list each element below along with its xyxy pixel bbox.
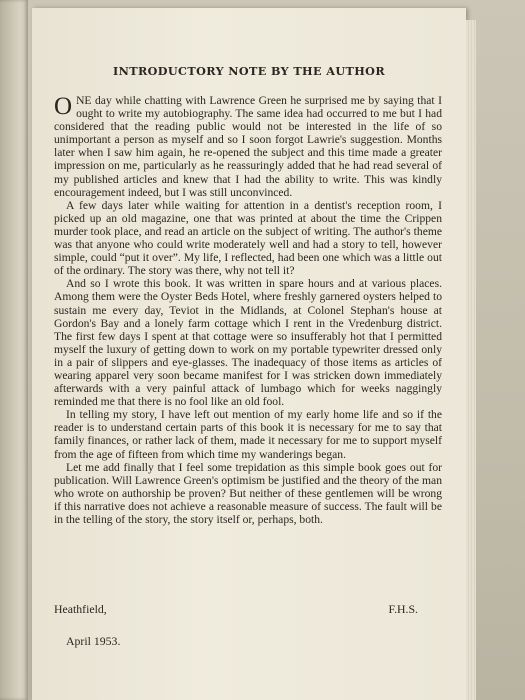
author-initials: F.H.S. [388,602,418,616]
left-page-edge [0,0,28,700]
book-page [32,8,466,700]
paragraph-1-text: NE day while chatting with Lawrence Green he surprised me by saying that I ought to write my autobiography. The same idea had occurred to me but I had considered that the reading public would not be interested in the life of so unimportant a person as myself and so I soon forgot Lawrie's suggestion. Months later when I saw him again, he re-opened the subject and this time made a greater impression on me, particularly as he reassuringly added that he had read several of my published articles and knew that I had the ability to write. This was kindly encouragement indeed, but I was still unconvinced. [54,94,442,199]
page-stack-edge [466,20,476,700]
drop-cap: O [54,93,73,120]
paragraph-1 [54,94,442,199]
signoff-date: April 1953. [66,634,121,648]
page-title: INTRODUCTORY NOTE BY THE AUTHOR [112,64,386,78]
paragraph-4: In telling my story, I have left out mention of my early home life and so if the reader is to understand certain parts of this book it is necessary for me to say that family finances, or rather lack of them, made it necessary for me to support myself from the age of fifteen from which time my wanderings began. [54,408,442,461]
signoff-place: Heathfield, [54,602,107,616]
note-body [54,94,442,526]
paragraph-2: A few days later while waiting for attention in a dentist's reception room, I picked up an old magazine, one that was printed at about the time the Crippen murder took place, and read an article on the subject of writing. The author's theme was that anyone who could write moderately well and had a story to tell, however simple, could “put it over”. My life, I reflected, had been one which was a little out of the ordinary. The story was there, why not tell it? [54,198,442,278]
paragraph-3: And so I wrote this book. It was written in spare hours and at various places. Among them were the Oyster Beds Hotel, where freshly garnered oysters helped to sustain me every day, Teviot in the Midlands, at Colonel Stephan's house at Gordon's Bay and a lonely farm cottage which I rent in the Vredenburg district. The first few days I spent at that cottage were so insufferably hot that I permitted myself the luxury of getting down to work on my portable typewriter dressed only in a pair of slippers and eye-glasses. The inadequacy of those items as articles of wearing apparel very soon became manifest for I was stricken down immediately afterwards with a very painful attack of lumbago which for weeks naggingly reminded me that there is no fool like an old fool. [54,277,442,409]
paragraph-5: Let me add finally that I feel some trepidation as this simple book goes out for publication. Will Lawrence Green's optimism be justified and the theory of the man who wrote on authorship be proven? But neither of these gentlemen will be wrong if this narrative does not achieve a reasonable measure of success. The fault will be in the telling of the story, the story itself or, perhaps, both. [54,460,442,526]
